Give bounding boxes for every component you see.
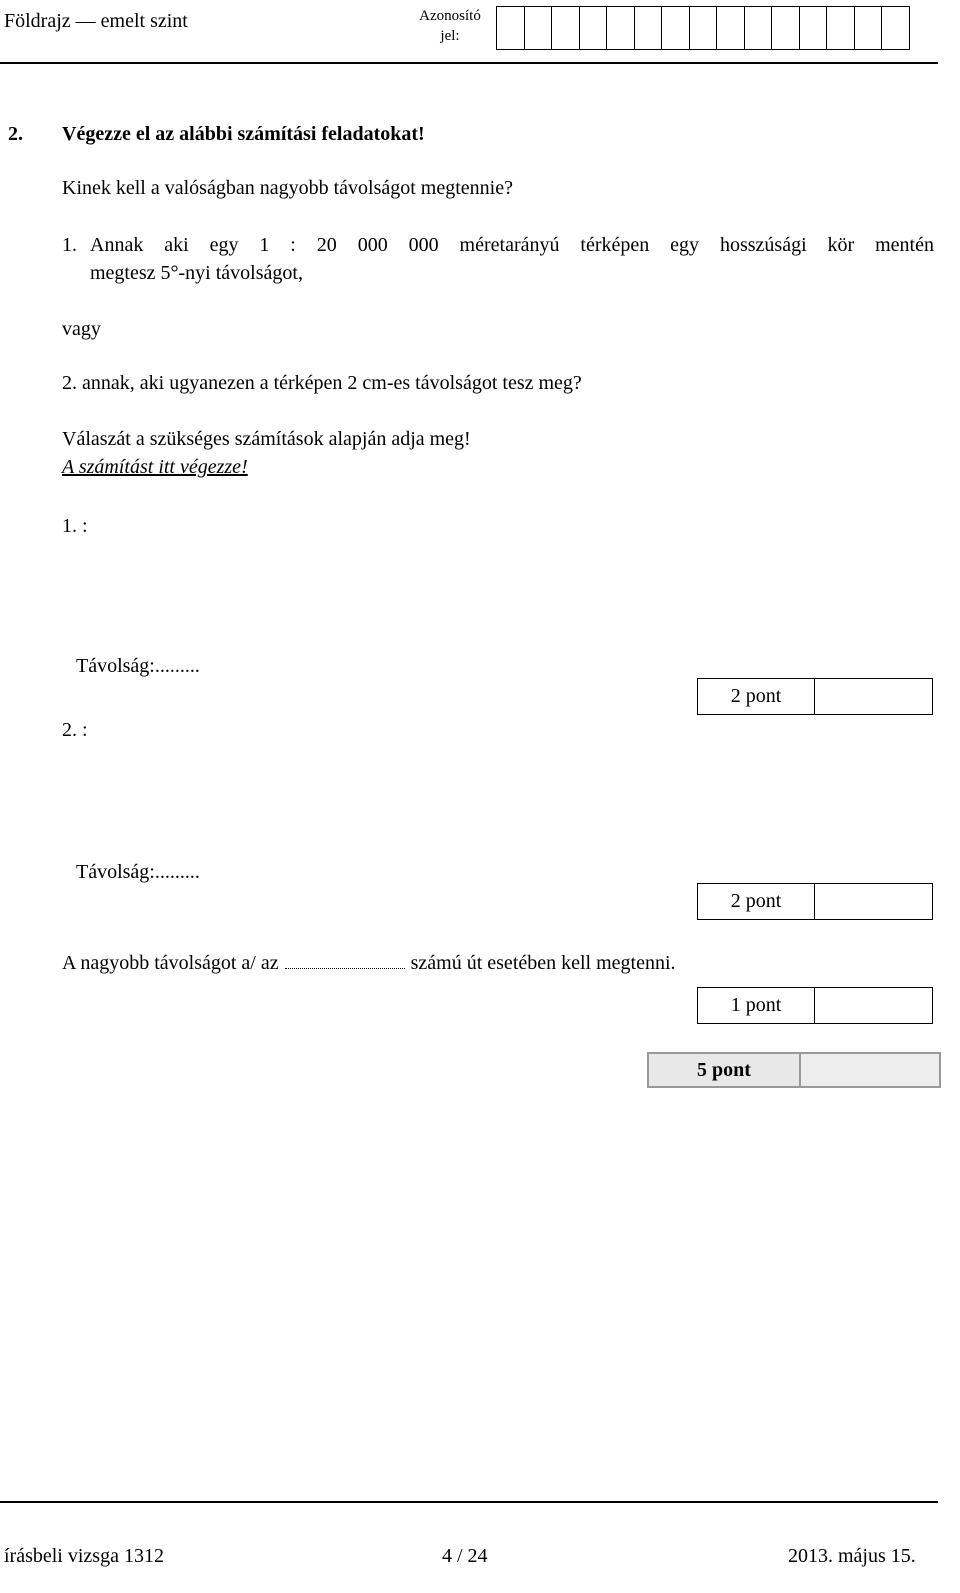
footer-page-number: 4 / 24 xyxy=(442,1545,488,1567)
conclusion-after: számú út esetében kell megtenni. xyxy=(410,952,676,974)
score-box-1-field[interactable] xyxy=(815,679,932,714)
answer2-label: 2. : xyxy=(62,719,88,741)
id-box-12[interactable] xyxy=(800,6,828,50)
footer-exam-code: írásbeli vizsga 1312 xyxy=(4,1545,164,1567)
item1-line1: Annak aki egy 1 : 20 000 000 méretarányú térképen egy hosszúsági kör mentén xyxy=(90,234,934,256)
id-box-14[interactable] xyxy=(855,6,883,50)
total-score-box xyxy=(647,1052,941,1088)
id-box-4[interactable] xyxy=(580,6,608,50)
instruction-italic: A számítást itt végezze! xyxy=(62,456,248,478)
id-box-13[interactable] xyxy=(827,6,855,50)
item1-line2: megtesz 5°-nyi távolságot, xyxy=(90,262,303,284)
id-box-7[interactable] xyxy=(662,6,690,50)
score-box-2-field[interactable] xyxy=(815,884,932,919)
answer1-distance[interactable]: Távolság:......... xyxy=(76,655,200,677)
id-box-3[interactable] xyxy=(552,6,580,50)
task-question: Kinek kell a valóságban nagyobb távolságot megtennie? xyxy=(62,177,513,199)
id-boxes[interactable] xyxy=(496,6,910,50)
score-box-3-label: 1 pont xyxy=(698,988,815,1023)
id-box-6[interactable] xyxy=(635,6,663,50)
instruction: Válaszát a szükséges számítások alapján adja meg! xyxy=(62,428,471,450)
footer-divider xyxy=(0,1501,938,1503)
id-box-5[interactable] xyxy=(607,6,635,50)
id-box-10[interactable] xyxy=(745,6,773,50)
item2-text: 2. annak, aki ugyanezen a térképen 2 cm-es távolságot tesz meg? xyxy=(62,372,582,394)
header-divider xyxy=(0,62,938,64)
score-box-1-label: 2 pont xyxy=(698,679,815,714)
conclusion-blank[interactable] xyxy=(285,954,405,969)
id-box-8[interactable] xyxy=(690,6,718,50)
id-box-1[interactable] xyxy=(497,6,525,50)
task-number: 2. xyxy=(8,123,23,145)
conclusion-before: A nagyobb távolságot a/ az xyxy=(62,952,279,974)
score-box-3-field[interactable] xyxy=(815,988,932,1023)
score-box-1 xyxy=(697,678,933,715)
score-box-2-label: 2 pont xyxy=(698,884,815,919)
header-title: Földrajz — emelt szint xyxy=(4,10,188,32)
task-heading: Végezze el az alábbi számítási feladatokat! xyxy=(62,123,425,145)
answer1-label: 1. : xyxy=(62,515,88,537)
or-label: vagy xyxy=(62,318,101,340)
item1-number: 1. xyxy=(62,234,77,256)
footer-date: 2013. május 15. xyxy=(788,1545,916,1567)
id-box-11[interactable] xyxy=(772,6,800,50)
id-label: Azonosító jel: xyxy=(419,8,481,44)
answer2-distance[interactable]: Távolság:......... xyxy=(76,861,200,883)
total-score-label: 5 pont xyxy=(649,1054,801,1086)
id-box-9[interactable] xyxy=(717,6,745,50)
score-box-3 xyxy=(697,987,933,1024)
conclusion-sentence xyxy=(62,951,676,975)
score-box-2 xyxy=(697,883,933,920)
id-box-15[interactable] xyxy=(882,6,910,50)
id-box-2[interactable] xyxy=(525,6,553,50)
total-score-field[interactable] xyxy=(801,1054,939,1086)
